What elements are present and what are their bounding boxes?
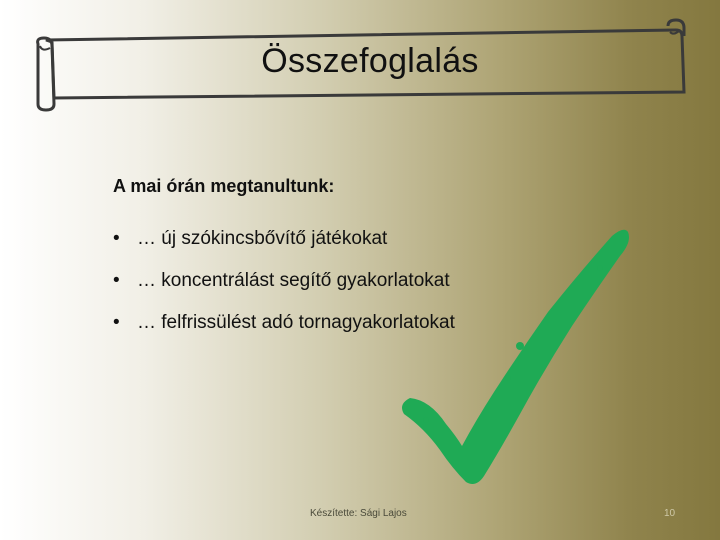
list-item-text: … új szókincsbővítő játékokat [137,228,388,249]
list-item [113,224,455,266]
list-item [113,266,455,308]
bullet-marker: • [113,270,120,291]
summary-heading: A mai órán megtanultunk: [113,176,335,196]
summary-list [113,224,455,350]
page-number: 10 [664,508,676,519]
list-item-text: … felfrissülést adó tornagyakorlatokat [137,312,455,333]
footer-author: Készítette: Sági Lajos [310,508,407,519]
bullet-marker: • [113,228,120,249]
slide-title: Összefoglalás [261,42,479,80]
list-item-text: … koncentrálást segítő gyakorlatokat [137,270,450,291]
bullet-marker: • [113,312,120,333]
list-item [113,308,455,350]
